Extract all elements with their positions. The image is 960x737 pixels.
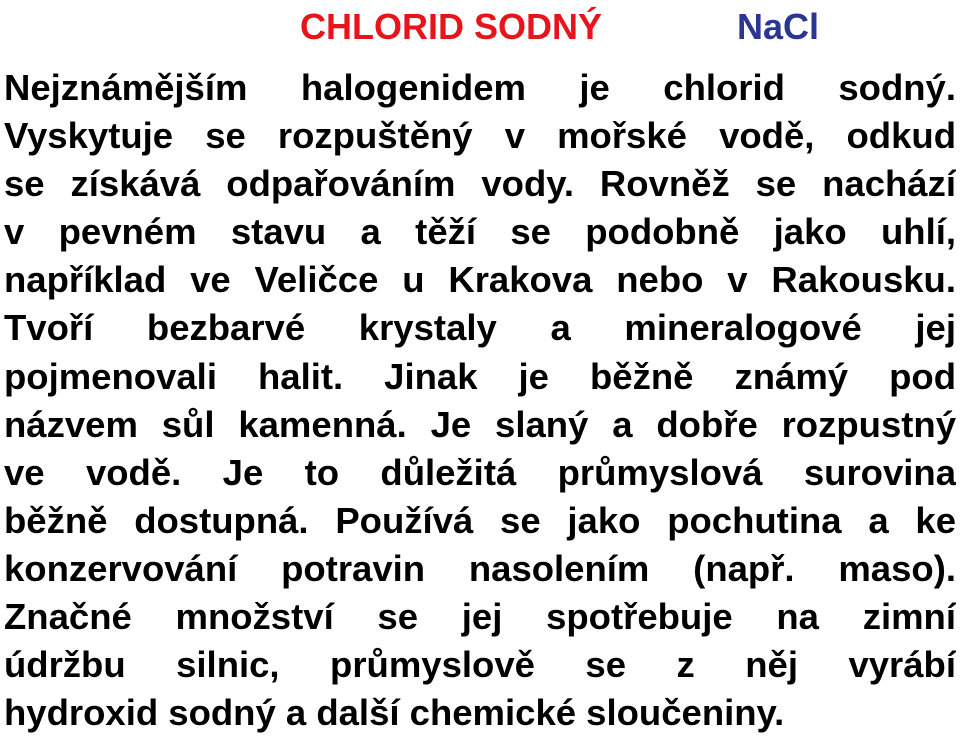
text-line: se získává odpařováním vody. Rovněž se nachází <box>4 163 956 205</box>
text-line: názvem sůl kamenná. Je slaný a dobře rozpustný <box>4 403 956 445</box>
text-line: údržbu silnic, průmyslově se z něj vyrábí <box>4 644 956 686</box>
text-line: Nejznámějším halogenidem je chlorid sodný. <box>4 67 956 108</box>
text-line: běžně dostupná. Používá se jako pochutina a ke <box>4 499 956 541</box>
text-line: Značné množství se jej spotřebuje na zimní <box>4 596 956 638</box>
text-line: konzervování potravin nasolením (např. maso). <box>4 547 956 589</box>
chemical-formula: NaCl <box>737 6 820 47</box>
text-line: například ve Veličce u Krakova nebo v Rakousku. <box>4 259 956 301</box>
text-line: hydroxid sodný a další chemické sloučeniny. <box>4 692 785 734</box>
text-line: Tvoří bezbarvé krystaly a mineralogové jej <box>4 307 956 349</box>
text-line: pojmenovali halit. Jinak je běžně známý pod <box>4 355 956 397</box>
text-line: ve vodě. Je to důležitá průmyslová surovina <box>4 451 956 493</box>
body-paragraph <box>4 64 956 737</box>
page-title: CHLORID SODNÝ <box>300 6 603 47</box>
text-line: Vyskytuje se rozpuštěný v mořské vodě, odkud <box>4 115 956 157</box>
header <box>0 2 960 52</box>
text-line: v pevném stavu a těží se podobně jako uhlí, <box>4 211 956 253</box>
